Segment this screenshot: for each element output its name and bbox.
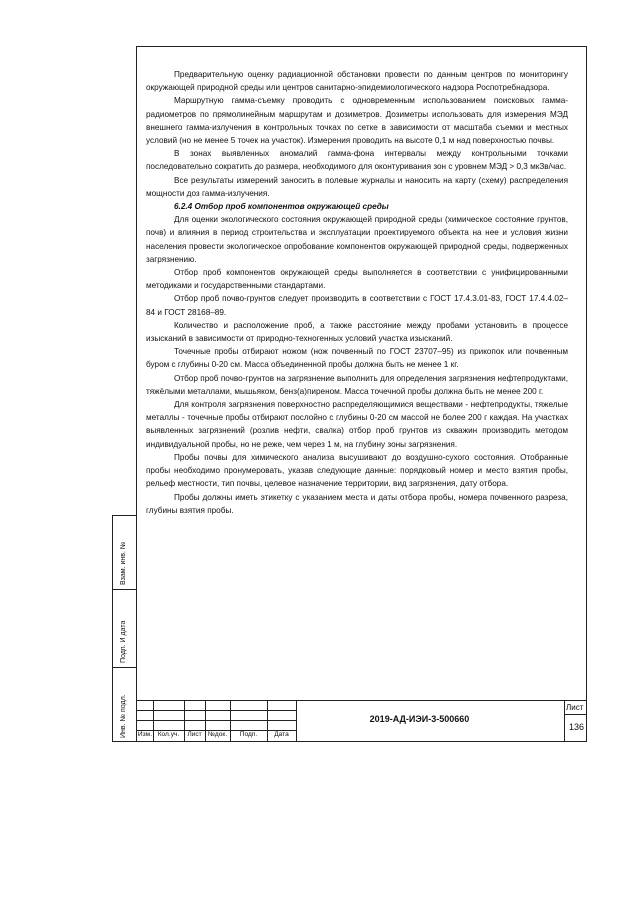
side-cell-signature bbox=[113, 590, 137, 668]
paragraph: Количество и расположение проб, а также расстояние между пробами установить в процессе изысканий в зависимости от природно-техногенных условий участка изысканий. bbox=[146, 320, 568, 344]
stamp-caption-count: Кол.уч. bbox=[157, 731, 180, 738]
title-block bbox=[136, 700, 587, 742]
paragraph: Отбор проб почво-грунтов следует производить в соответствии с ГОСТ 17.4.3.01-83, ГОСТ 17.4.4.02–84 и ГОСТ 28168–89. bbox=[146, 294, 568, 317]
stamp-caption-change: Изм. bbox=[137, 731, 153, 738]
sheet-number: 136 bbox=[568, 722, 585, 732]
side-stamp bbox=[112, 515, 136, 742]
stamp-caption-sheet: Лист bbox=[187, 731, 202, 738]
paragraph: Отбор проб почво-грунтов на загрязнение выполнить для определения загрязнения нефтепродуктами, тяжёлыми металлами, мышьяком, бенз(а)пиреном. Масса точечной пробы должна быть не менее 200 г. bbox=[146, 373, 568, 396]
sheet-label: Лист bbox=[566, 703, 584, 712]
side-label-inventory: Инв. № подл. bbox=[120, 694, 127, 738]
document-body bbox=[146, 68, 568, 517]
paragraph: Отбор проб компонентов окружающей среды выполняется в соответствии с унифицированными методиками и государственными стандартами. bbox=[146, 268, 568, 291]
document-code: 2019-АД-ИЭИ-3-500660 bbox=[369, 714, 470, 724]
paragraph: Пробы должны иметь этикетку с указанием места и даты отбора пробы, номера почвенного разреза, глубины взятия пробы. bbox=[146, 492, 568, 515]
paragraph: Для контроля загрязнения поверхностно распределяющимися веществами - нефтепродукты, тяжелые металлы - точечные пробы отбирают послойно с глубины 0-20 см массой не более 200 г каждая. На участках выявленных загрязнений (розлив нефти, свалка) отбор проб грунтов из скважин производить методом индивидуальной пробы, но не реже, чем через 1 м, на глубину зоны загрязнения. bbox=[146, 400, 568, 449]
paragraph: Точечные пробы отбирают ножом (нож почвенный по ГОСТ 23707–95) из прикопок или почвенным буром с глубины 0-20 см. Масса объединенной пробы должна быть не менее 1 кг. bbox=[146, 347, 568, 370]
section-heading: 6.2.4 Отбор проб компонентов окружающей среды bbox=[174, 202, 389, 212]
paragraph: Предварительную оценку радиационной обстановки провести по данным центров по мониторингу окружающей природной среды или центров санитарно-эпидемиологического надзора Роспотребнадзора. bbox=[146, 70, 568, 93]
stamp-caption-date: Дата bbox=[274, 731, 289, 738]
side-cell-inventory bbox=[113, 668, 137, 742]
paragraph: Пробы почвы для химического анализа высушивают до воздушно-сухого состояния. Отобранные пробы необходимо пронумеровать, указав следующие данные: порядковый номер и место взятия пробы, рельеф местности, тип почвы, целевое назначение территории, вид загрязнения, дату отбора. bbox=[146, 452, 568, 489]
stamp-caption-signature: Подп. bbox=[239, 731, 258, 738]
side-label-replacement: Взам. инв. № bbox=[120, 541, 127, 585]
paragraph: Для оценки экологического состояния окружающей природной среды (химическое состояние грунтов, почв) и влияния в период строительства и эксплуатации проектируемого объекта на нее и условия жизни населения провести экологическое опробование компонентов окружающей природной среды, подверженных загрязнению. bbox=[146, 215, 568, 264]
side-cell-replacement bbox=[113, 516, 137, 590]
paragraph: Маршрутную гамма-съемку проводить с одновременным использованием поисковых гамма-радиометров по прямолинейным маршрутам и дозиметров. Дозиметры использовать для измерения МЭД внешнего гамма-излучения в контрольных точках по сетке в зависимости от масштаба съемки и местных условий (но не менее 5 точек на участок). Измерения проводить на высоте 0,1 м над поверхностью почвы. bbox=[146, 96, 568, 146]
paragraph: В зонах выявленных аномалий гамма-фона интервалы между контрольными точками последовательно сократить до размера, необходимого для оконтуривания зон с уровнем МЭД > 0,3 мкЗв/час. bbox=[146, 149, 568, 172]
paragraph: Все результаты измерений заносить в полевые журналы и наносить на карту (схему) распределения мощности доз гамма-излучения. bbox=[146, 175, 568, 198]
side-label-signature: Подп. И дата bbox=[120, 620, 127, 663]
stamp-caption-docnum: №док. bbox=[207, 731, 228, 738]
